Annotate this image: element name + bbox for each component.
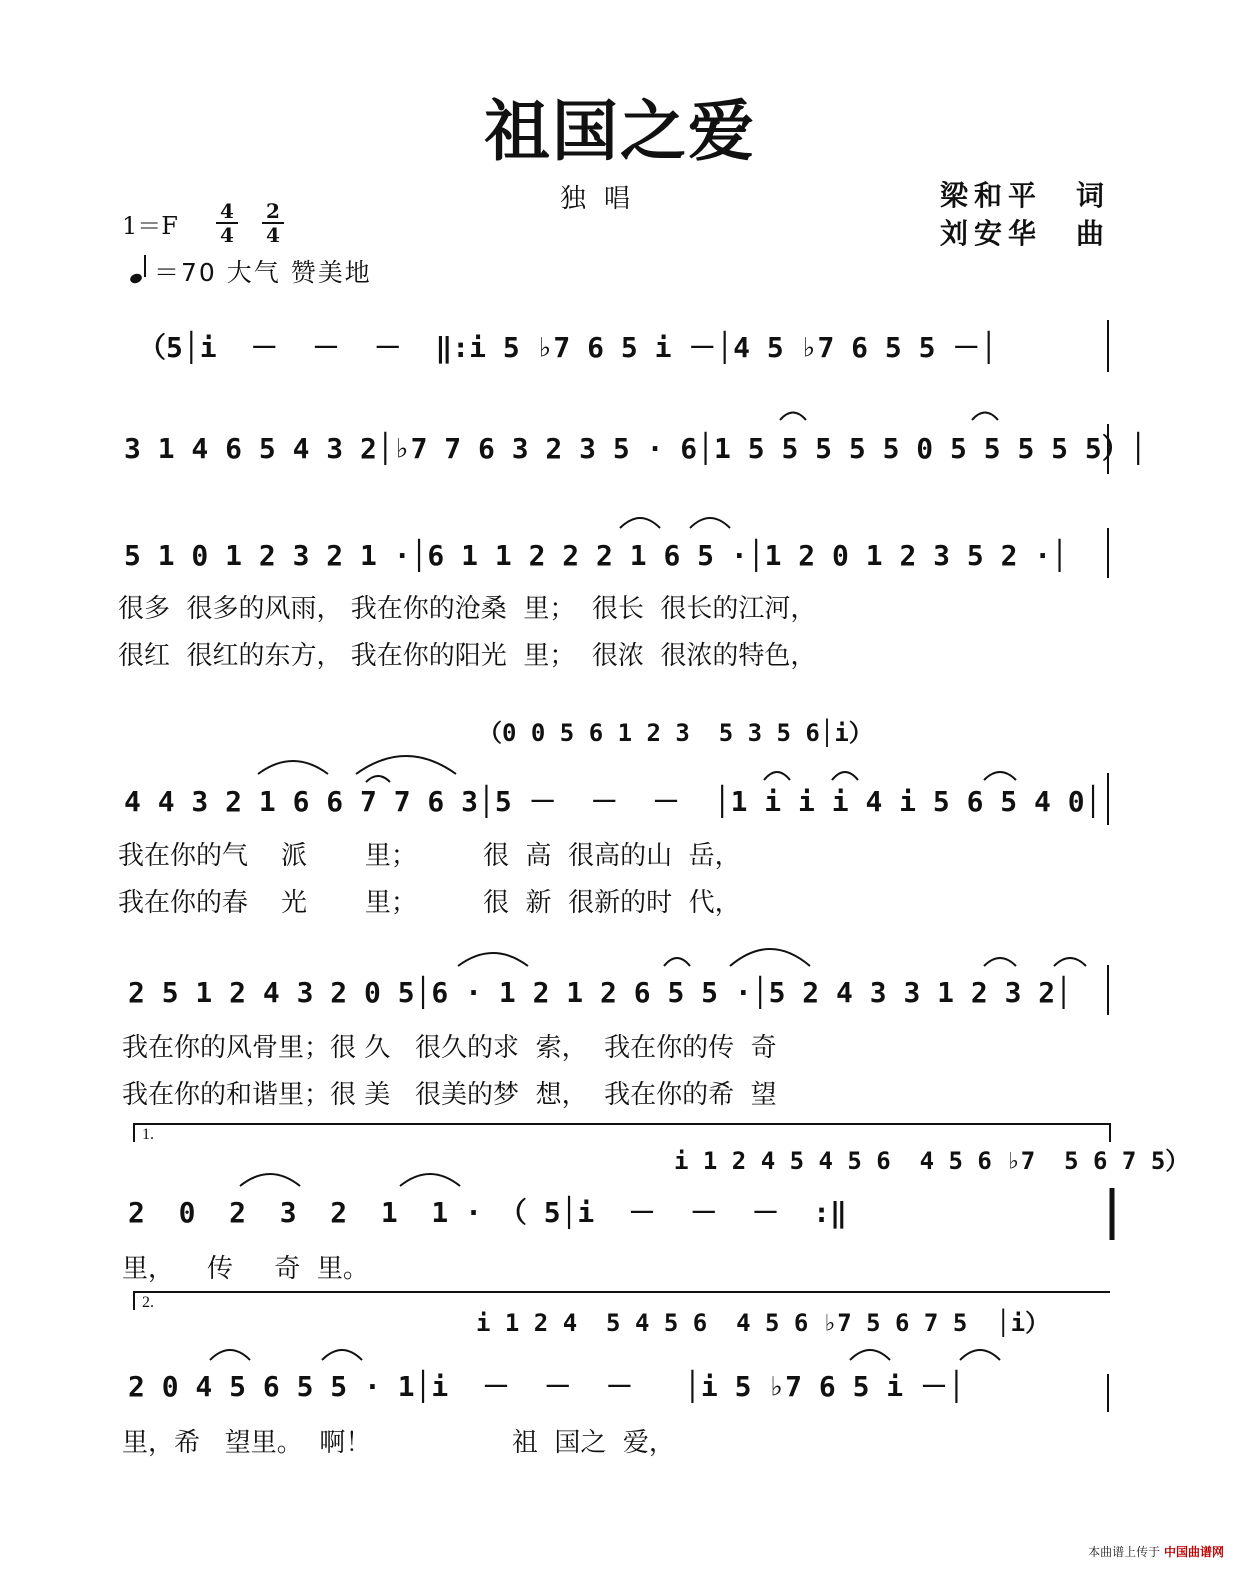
- slur: [960, 1350, 1000, 1360]
- slur: [832, 772, 858, 780]
- system-4-interlude-cue: （0 0 5 6 1 2 3 5 3 5 6│i）: [478, 719, 873, 747]
- first-ending-notes: 2 0 2 3 2 1 1 · （ 5│i － － － :‖: [128, 1196, 847, 1229]
- slur: [620, 518, 660, 528]
- site-logo[interactable]: 中国曲谱网: [1163, 1545, 1224, 1559]
- first-ending-accompaniment-cue: i 1 2 4 5 4 5 6 4 5 6 ♭7 5 6 7 5）: [674, 1147, 1190, 1175]
- composer-credit: 刘安华 曲: [940, 217, 1111, 250]
- time-sig-bottom: 4: [266, 223, 280, 247]
- slur: [210, 1350, 250, 1360]
- slur: [664, 958, 690, 966]
- slur: [240, 1174, 300, 1186]
- system-4-lyrics-verse-1: 我在你的气 派 里； 很 高 很高的山 岳，: [118, 841, 741, 871]
- time-sig-top: 2: [266, 199, 280, 223]
- system-4-notes: 4 4 3 2 1 6 6 7 7 6 3│5 － － － │1 i i i 4 i 5 6 5 4 0│: [124, 785, 1102, 818]
- second-ending-label: 2.: [142, 1294, 154, 1311]
- slur: [322, 1350, 362, 1360]
- slur: [984, 772, 1016, 780]
- second-ending-lyrics: 里，希 望里。 啊！ 祖 国之 爱，: [122, 1428, 675, 1458]
- system-5-lyrics-verse-2: 我在你的和谐里；很 美 很美的梦 想， 我在你的希 望: [122, 1080, 777, 1110]
- system-3-notes: 5 1 0 1 2 3 2 1 ·│6 1 1 2 2 2 1 6 5 ·│1 2 0 1 2 3 5 2 ·│: [124, 539, 1069, 572]
- slur: [400, 1174, 460, 1186]
- second-ending-bracket: [134, 1292, 1110, 1310]
- slur: [850, 1350, 890, 1360]
- slur: [972, 413, 998, 421]
- slur: [258, 761, 328, 774]
- tempo-text: ＝70 大气 赞美地: [154, 258, 372, 287]
- system-5-notes: 2 5 1 2 4 3 2 0 5│6 · 1 2 1 2 6 5 5 ·│5 2 4 3 3 1 2 3 2│: [128, 976, 1073, 1009]
- system-4-lyrics-verse-2: 我在你的春 光 里； 很 新 很新的时 代，: [118, 888, 741, 918]
- time-sig-top: 4: [220, 199, 234, 223]
- first-ending-lyrics: 里， 传 奇 里。: [122, 1254, 369, 1284]
- system-3-lyrics-verse-1: 很多 很多的风雨， 我在你的沧桑 里； 很长 很长的江河，: [118, 594, 817, 624]
- page-title: 祖国之爱: [484, 92, 756, 170]
- system-2-notes: 3 1 4 6 5 4 3 2│♭7 7 6 3 2 3 5 · 6│1 5 5 5 5 5 0 5 5 5 5 5）│: [124, 432, 1147, 465]
- system-5-lyrics-verse-1: 我在你的风骨里；很 久 很久的求 索， 我在你的传 奇: [122, 1033, 777, 1063]
- performance-type: 独唱: [560, 184, 649, 214]
- system-3-lyrics-verse-2: 很红 很红的东方， 我在你的阳光 里； 很浓 很浓的特色，: [118, 641, 817, 671]
- slur: [780, 413, 806, 421]
- slur: [730, 949, 810, 966]
- slur: [764, 772, 790, 780]
- key-signature: 1＝F: [122, 212, 178, 240]
- lyricist-credit: 梁和平 词: [940, 179, 1111, 212]
- upload-footer: [1088, 1543, 1224, 1560]
- slur: [984, 958, 1016, 966]
- second-ending-notes: 2 0 4 5 6 5 5 · 1│i － － － │i 5 ♭7 6 5 i －│: [128, 1370, 965, 1403]
- footer-prefix: 本曲谱上传于: [1088, 1545, 1161, 1559]
- first-ending-bracket: [134, 1124, 1110, 1142]
- slur: [690, 518, 730, 528]
- first-ending-label: 1.: [142, 1126, 154, 1143]
- slur: [458, 953, 528, 966]
- second-ending-accompaniment-cue: i 1 2 4 5 4 5 6 4 5 6 ♭7 5 6 7 5 │i）: [476, 1309, 1050, 1337]
- slur: [366, 776, 390, 782]
- slur: [356, 756, 456, 774]
- time-sig-bottom: 4: [220, 223, 234, 247]
- system-1-notes: （5│i － － － ‖:i 5 ♭7 6 5 i －│4 5 ♭7 6 5 5 －│: [138, 331, 998, 364]
- slur: [1054, 958, 1086, 966]
